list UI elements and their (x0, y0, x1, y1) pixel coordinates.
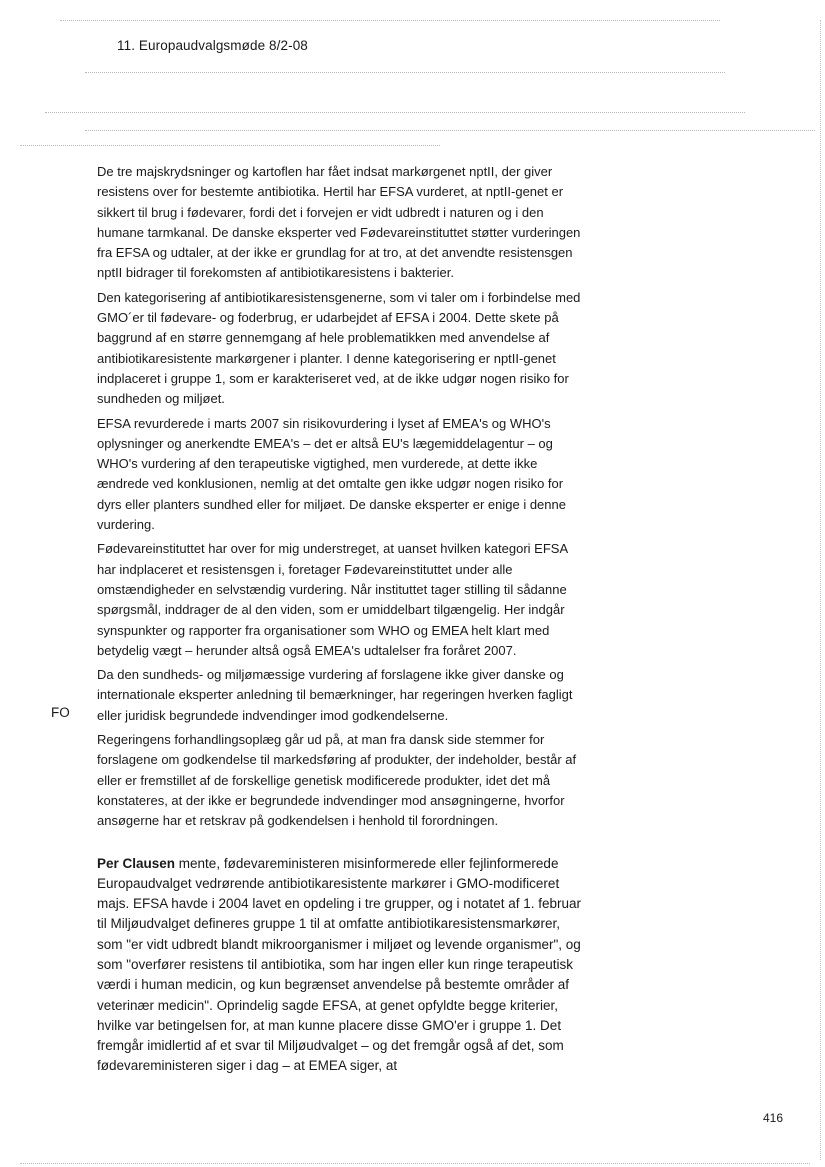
paragraph: EFSA revurderede i marts 2007 sin risikovurdering i lyset af EMEA's og WHO's oplysninger og anerkendte EMEA's – det er altså EU's lægemiddelagentur – og WHO's vurdering af den terapeutiske vigtighed, men vurderede, at dette ikke ændrede ved konklusionen, nemlig at det omtalte gen ikke udgør nogen risiko for dyrs eller planters sundhed eller for miljøet. De danske eksperter er enige i denne vurdering. (97, 415, 566, 533)
paragraph: Regeringens forhandlingsoplæg går ud på, at man fra dansk side stemmer for forslagene om godkendelse til markedsføring af produkter, der indeholder, består af eller er fremstillet af de forskellige genetisk modificerede produkter, idet det må konstateres, at der ikke er begrundede indvendinger mod ansøgningerne, hvorfor ansøgerne har et retskrav på godkendelsen i henhold til forordningen. (97, 732, 577, 829)
paragraph: De tre majskrydsninger og kartoflen har fået indsat markørgenet nptII, der giver resistens over for bestemte antibiotika. Hertil har EFSA vurderet, at nptII-genet er sikkert til brug i fødevarer, fordi det i forvejen er vidt udbredt i naturen og i den humane tarmkanal. De danske eksperter ved Fødevareinstituttet støtter vurderingen fra EFSA og udtaler, at der ikke er grundlag for at tro, at det anvendte resistensgen nptII bidrager til forekomsten af antibiotikaresistens i bakterier. (97, 164, 581, 281)
paragraph: Fødevareinstituttet har over for mig understreget, at uanset hvilken kategori EFSA har indplaceret et resistensgen i, foretager Fødevareinstituttet under alle omstændigheder en selvstændig vurdering. Når instituttet tager stilling til sådanne spørgsmål, inddrager de al den viden, som er umiddelbart tilgængelig. Her indgår synspunkter og rapporter fra organisationer som WHO og EMEA helt klart med betydelig vægt – herunder altså også EMEA's udtalelser fra foråret 2007. (97, 541, 568, 658)
scan-artifact-line (60, 20, 720, 21)
scan-artifact-line (45, 112, 745, 113)
scan-artifact-edge (820, 20, 821, 1160)
scan-artifact-line (20, 145, 440, 146)
scan-artifact-line (85, 72, 725, 73)
speaker-name: Per Clausen (97, 855, 176, 871)
paragraph: Den kategorisering af antibiotikaresistensgenerne, som vi taler om i forbindelse med GMO´er til fødevare- og foderbrug, er udarbejdet af EFSA i 2004. Dette skete på baggrund af en større gennemgang af hele problematikken med anvendelse af antibiotikaresistente markørgener i planter. I denne kategorisering er nptII-genet indplaceret i gruppe 1, som er karakteriseret ved, at de ikke udgør nogen risiko for sundheden og miljøet. (97, 289, 581, 407)
page-header: 11. Europaudvalgsmøde 8/2-08 (117, 38, 308, 53)
speaker-paragraph (97, 854, 587, 1077)
scan-artifact-line (20, 1163, 810, 1164)
margin-label: FO (51, 705, 70, 720)
page-number: 416 (763, 1111, 784, 1125)
scan-artifact-line (85, 130, 815, 131)
document-body (97, 162, 587, 1081)
speaker-text: mente, fødevareministeren misinformerede eller fejlinformerede Europaudvalget vedrørende antibiotikaresistente markører i GMO-modificeret majs. EFSA havde i 2004 lavet en opdeling i tre grupper, og i notatet af 1. februar til Miljøudvalget defineres gruppe 1 til at omfatte antibiotikaresistensmarkører, som "er vidt udbredt blandt mikroorganismer i miljøet og levende organismer", og som "overfører resistens til antibiotika, som har ingen eller kun ringe terapeutisk værdi i human medicin, og kun begrænset anvendelse på bestemte områder af veterinær medicin". Oprindelig sagde EFSA, at genet opfyldte begge kriterier, hvilke var betingelsen for, at man kunne placere disse GMO'er i gruppe 1. Det fremgår imidlertid af et svar til Miljøudvalget – og det fremgår også af det, som fødevareministeren siger i dag – at EMEA siger, at (97, 855, 582, 1074)
paragraph: Da den sundheds- og miljømæssige vurdering af forslagene ikke giver danske og internationale eksperter anledning til bemærkninger, har regeringen hverken fagligt eller juridisk begrundede indvendinger imod godkendelserne. (97, 667, 573, 723)
